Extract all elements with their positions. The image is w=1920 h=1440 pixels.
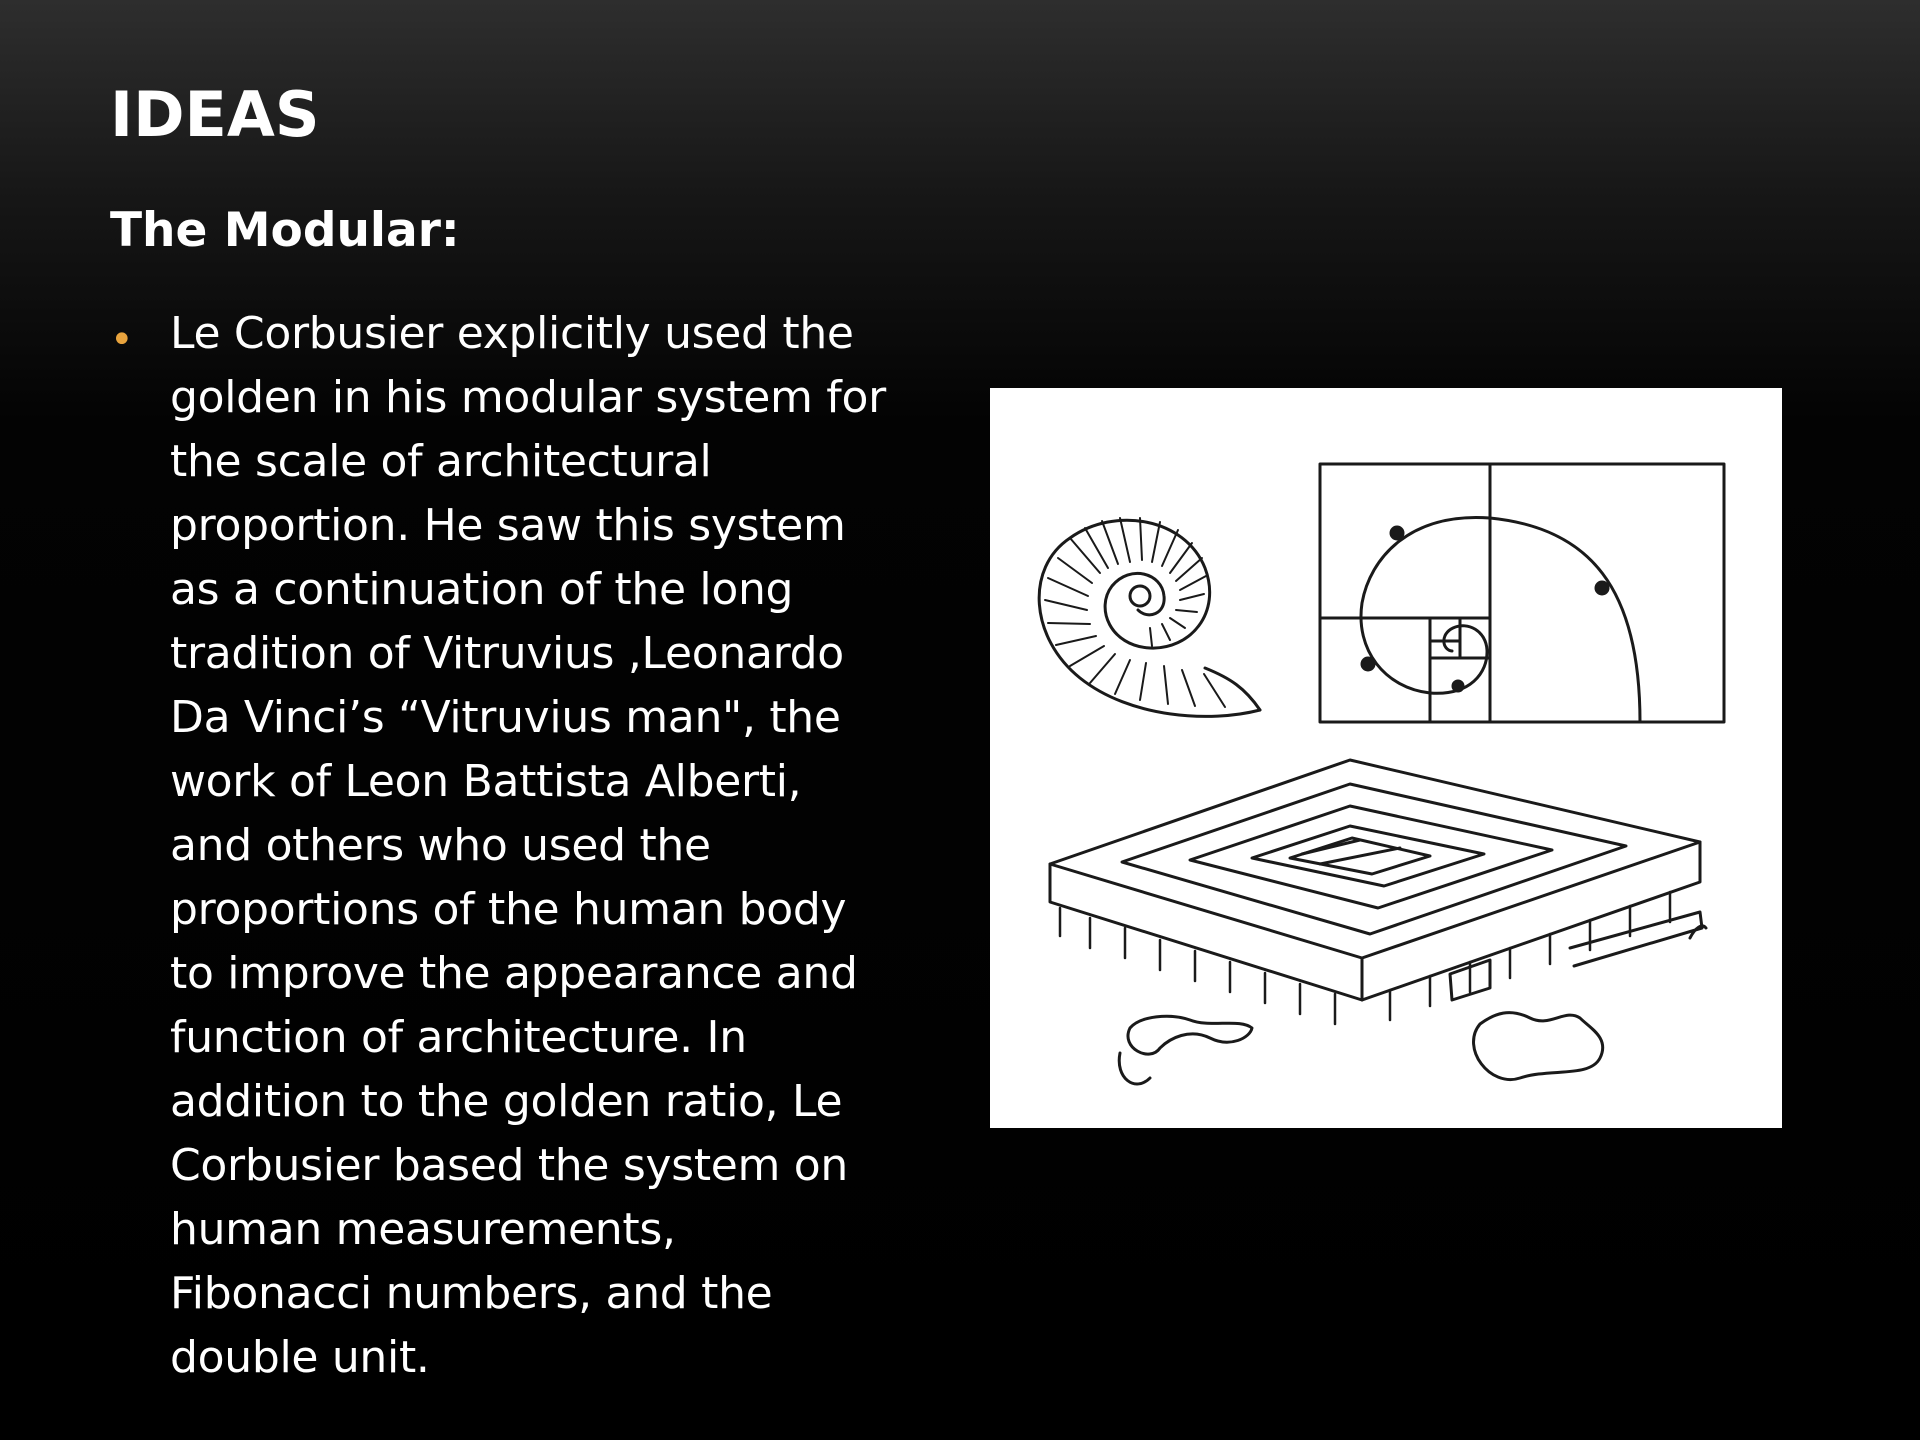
bullet-text: Le Corbusier explicitly used the golden in his modular system for the scale of architectural proportion. He saw this system as a continuation of the long tradition of Vitruvius ,Leonardo Da Vinci’s “Vitruvius man", the work of Leon Battista Alberti, and others who used the proportions of the human body to improve the appearance and function of architecture. In addition to the golden ratio, Le Corbusier based the system on human measurements, Fibonacci numbers, and the double unit. — [170, 308, 886, 1383]
modular-sketch-image — [990, 388, 1782, 1128]
slide-subtitle: The Modular: — [110, 203, 460, 258]
bullet-marker-icon: • — [110, 317, 134, 363]
slide-title: IDEAS — [110, 78, 320, 151]
ammonite-shell-icon — [1039, 518, 1260, 716]
golden-spiral-icon — [1320, 464, 1724, 722]
spiral-building-icon — [1050, 760, 1706, 1084]
bullet-list — [110, 302, 890, 1390]
modular-sketch-icon — [990, 388, 1782, 1128]
